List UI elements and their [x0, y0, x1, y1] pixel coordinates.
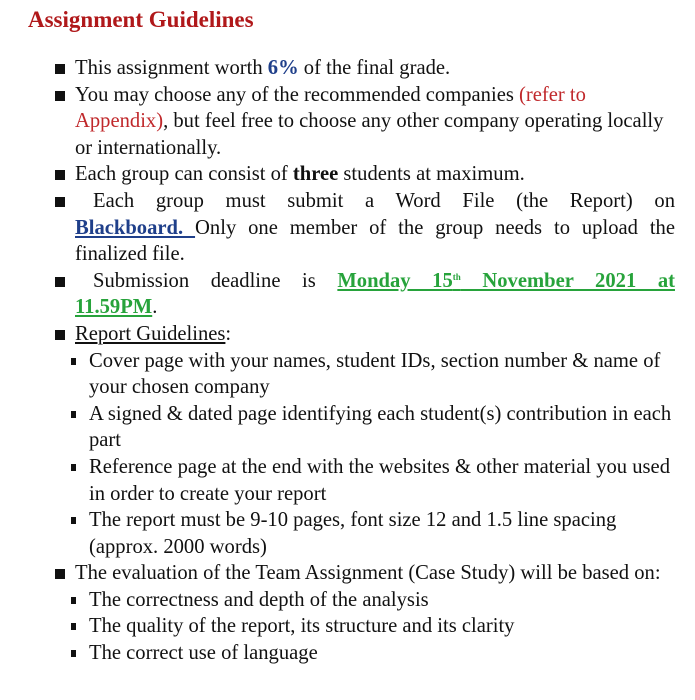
square-bullet-icon [55, 91, 65, 101]
bullet-submission-method [51, 188, 675, 268]
small-bullet-icon [71, 517, 76, 524]
bullet-grade-weight [51, 55, 675, 82]
bullet-text: You may choose any of the recommended companies [75, 83, 519, 106]
list-item: Cover page with your names, student IDs, section number & name of your chosen company [67, 348, 675, 401]
square-bullet-icon [55, 277, 65, 287]
bullet-evaluation [51, 560, 675, 666]
square-bullet-icon [55, 64, 65, 74]
report-guidelines-sublist [75, 348, 675, 561]
bullet-text: of the final grade. [298, 57, 451, 79]
bullet-text: The evaluation of the Team Assignment (Case Study) will be based on: [75, 562, 661, 585]
bullet-text: This assignment worth [75, 57, 268, 79]
bullet-text: Only one member of the group needs to upload the finalized file. [75, 216, 675, 266]
bullet-company-choice [51, 82, 675, 162]
bullet-text: , but feel free to choose any other company operating locally or internationally. [75, 110, 664, 159]
list-item: The correctness and depth of the analysis [67, 587, 675, 614]
small-bullet-icon [71, 411, 76, 418]
list-item: Reference page at the end with the websites & other material you used in order to create your report [67, 454, 675, 507]
page-title: Assignment Guidelines [28, 7, 254, 32]
bullet-text: Each group must submit a Word File (the Report) on [93, 189, 675, 212]
list-item: The report must be 9-10 pages, font size 12 and 1.5 line spacing (approx. 2000 words) [67, 507, 675, 560]
guidelines-list [51, 55, 675, 667]
small-bullet-icon [71, 650, 76, 657]
blackboard-link[interactable]: Blackboard. [75, 216, 196, 239]
evaluation-criteria-sublist [75, 587, 675, 667]
grade-percentage: 6% [267, 57, 299, 79]
list-item: The correct use of language [67, 640, 675, 667]
bullet-group-size [51, 161, 675, 188]
bullet-text: students at maximum. [338, 163, 525, 186]
square-bullet-icon [55, 569, 65, 579]
bullet-report-guidelines [51, 321, 675, 560]
small-bullet-icon [71, 623, 76, 630]
list-item: A signed & dated page identifying each student(s) contribution in each part [67, 401, 675, 454]
bullet-text: Submission deadline is [93, 269, 338, 292]
square-bullet-icon [55, 330, 65, 340]
group-size-value: three [292, 163, 339, 186]
deadline-date: Monday 15th November 2021 at [337, 269, 675, 292]
deadline-time: 11.59PM [75, 296, 153, 319]
bullet-deadline [51, 268, 675, 321]
bullet-text: . [152, 296, 158, 319]
small-bullet-icon [71, 358, 76, 365]
bullet-text: Each group can consist of [75, 163, 293, 186]
report-guidelines-heading: Report Guidelines [75, 322, 226, 345]
small-bullet-icon [71, 464, 76, 471]
list-item: The quality of the report, its structure and its clarity [67, 613, 675, 640]
small-bullet-icon [71, 597, 76, 604]
appendix-reference: (refer to Appendix) [75, 83, 586, 133]
square-bullet-icon [55, 170, 65, 180]
square-bullet-icon [55, 197, 65, 207]
bullet-text: : [225, 322, 232, 345]
